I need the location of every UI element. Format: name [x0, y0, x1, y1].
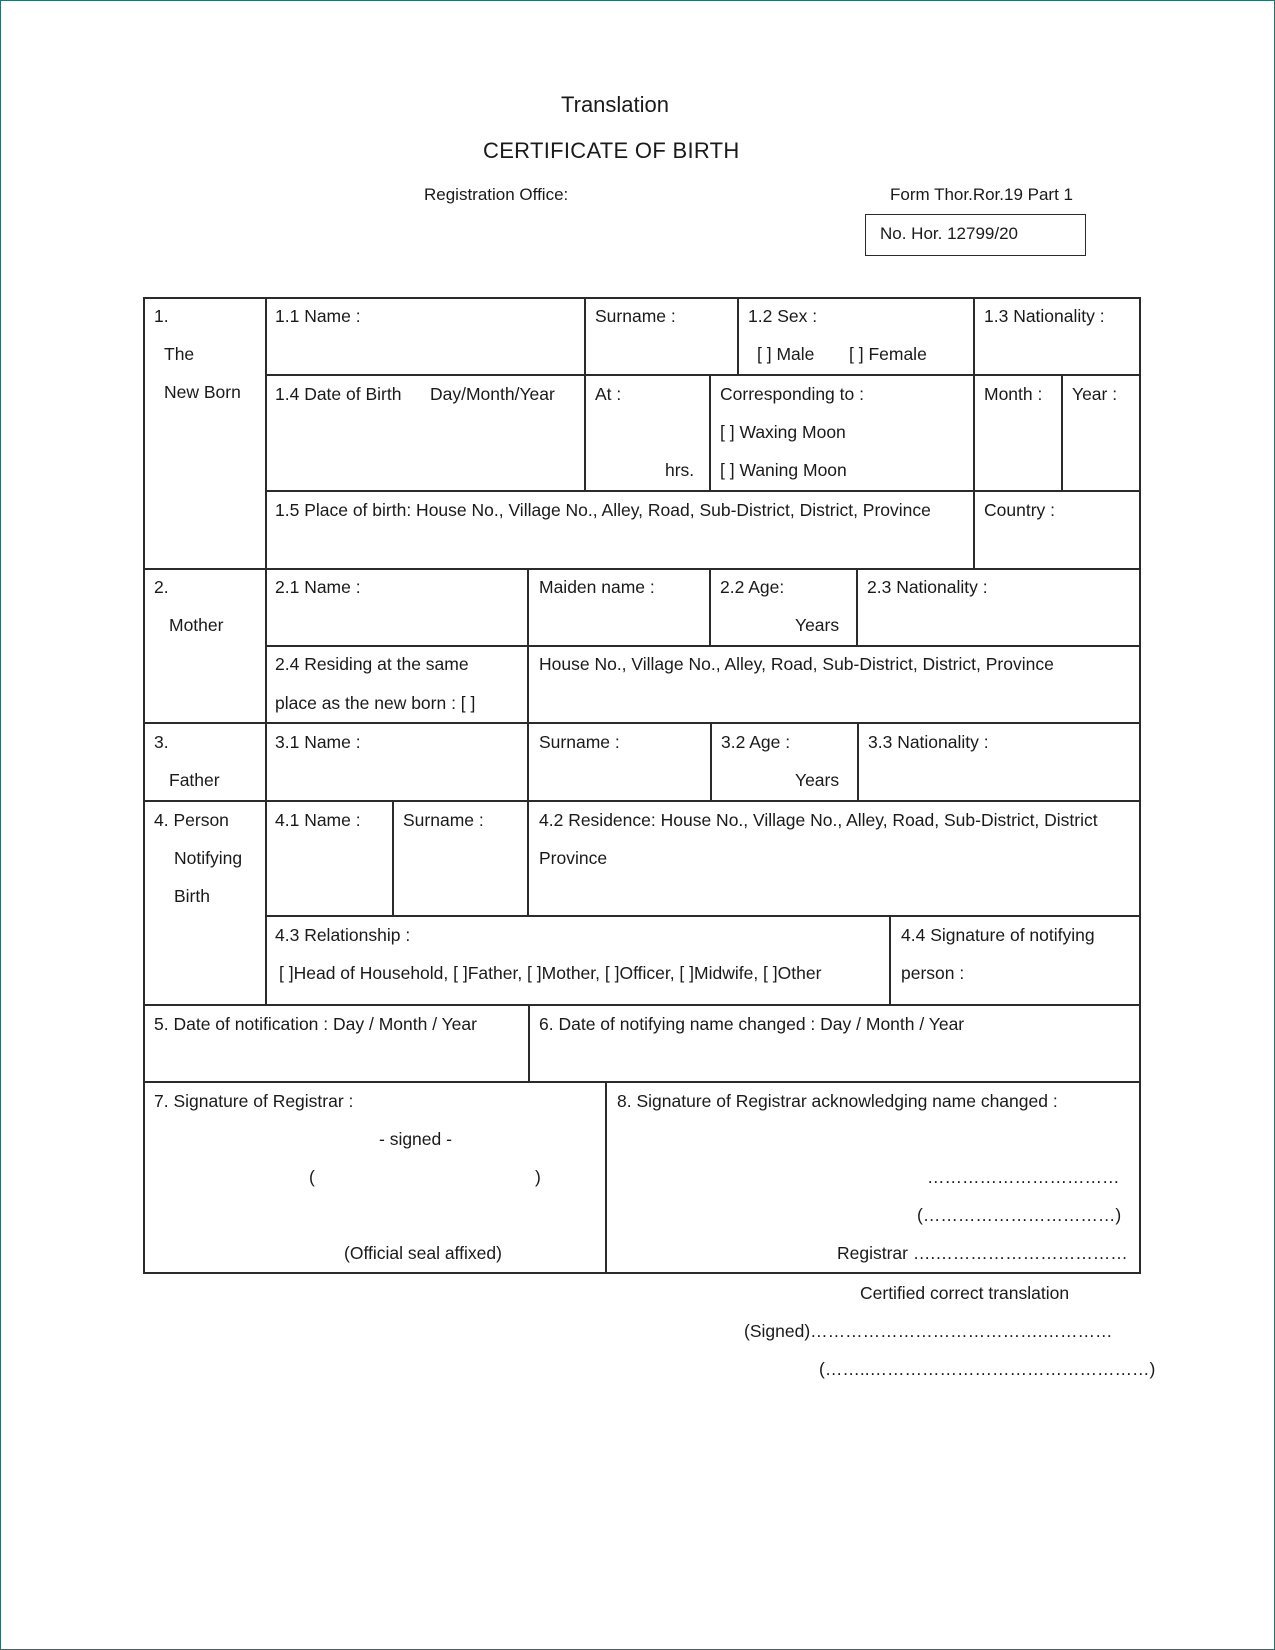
rule	[709, 374, 711, 492]
section-2-number: 2.	[154, 577, 169, 597]
notifier-name-field[interactable]: 4.1 Name :	[275, 810, 361, 830]
mother-maiden-name-field[interactable]: Maiden name :	[539, 577, 655, 597]
section-1-label: The	[164, 344, 195, 364]
mother-residing-label: 2.4 Residing at the same	[275, 654, 469, 674]
place-of-birth-field[interactable]: 1.5 Place of birth: House No., Village No., Alley, Road, Sub-District, District, Province	[275, 500, 931, 520]
waxing-moon-checkbox[interactable]: [ ] Waxing Moon	[720, 422, 846, 442]
registrar-name-open: (	[309, 1167, 315, 1187]
father-name-field[interactable]: 3.1 Name :	[275, 732, 361, 752]
lunar-year-field[interactable]: Year :	[1072, 384, 1118, 404]
rule	[143, 722, 1141, 724]
section-1-number: 1.	[154, 306, 169, 326]
newborn-sex-label: 1.2 Sex :	[748, 306, 818, 326]
rule	[265, 297, 267, 1006]
mother-age-unit: Years	[795, 615, 840, 635]
rule	[143, 1004, 1141, 1006]
date-of-birth-format: Day/Month/Year	[430, 384, 555, 404]
mother-address-field[interactable]: House No., Village No., Alley, Road, Sub-District, District, Province	[539, 654, 1054, 674]
relationship-label: 4.3 Relationship :	[275, 925, 411, 945]
section-4-label: 4. Person	[154, 810, 229, 830]
lunar-corresponding-label: Corresponding to :	[720, 384, 864, 404]
section-4-label: Birth	[174, 886, 210, 906]
rule	[143, 297, 145, 1274]
registrar-ack-registrar-line[interactable]: Registrar ….……………………………	[837, 1243, 1128, 1263]
relationship-options[interactable]: [ ]Head of Household, [ ]Father, [ ]Mother, [ ]Officer, [ ]Midwife, [ ]Other	[279, 963, 822, 983]
notifier-signature-field[interactable]: person :	[901, 963, 965, 983]
certificate-heading: CERTIFICATE OF BIRTH	[483, 138, 740, 163]
rule	[1061, 374, 1063, 492]
notifier-residence-field[interactable]: Province	[539, 848, 608, 868]
registrar-ack-label: 8. Signature of Registrar acknowledging name changed :	[617, 1091, 1058, 1111]
official-seal-note: (Official seal affixed)	[344, 1243, 502, 1263]
section-3-number: 3.	[154, 732, 169, 752]
registrar-signed-text: - signed -	[379, 1129, 452, 1149]
rule	[605, 1081, 607, 1274]
lunar-month-field[interactable]: Month :	[984, 384, 1043, 404]
rule	[584, 297, 586, 492]
notifier-signature-field[interactable]: 4.4 Signature of notifying	[901, 925, 1095, 945]
rule	[143, 568, 1141, 570]
rule	[527, 568, 529, 724]
rule	[265, 374, 1141, 376]
newborn-nationality-field[interactable]: 1.3 Nationality :	[984, 306, 1105, 326]
notification-date-field[interactable]: 5. Date of notification : Day / Month / Year	[154, 1014, 477, 1034]
registration-number-box	[865, 214, 1086, 256]
rule	[889, 915, 891, 1006]
father-age-unit: Years	[795, 770, 840, 790]
rule	[265, 645, 1141, 647]
rule	[143, 297, 1141, 299]
translator-signature-line[interactable]: (Signed)………………………………….…………	[744, 1321, 1113, 1341]
section-4-label: Notifying	[174, 848, 243, 868]
registration-office-label: Registration Office:	[424, 185, 569, 204]
registrar-name-close: )	[535, 1167, 541, 1187]
certified-translation-note: Certified correct translation	[860, 1283, 1070, 1303]
rule	[973, 297, 975, 569]
mother-name-field[interactable]: 2.1 Name :	[275, 577, 361, 597]
document-title: Translation	[561, 92, 670, 117]
registrar-signature-label: 7. Signature of Registrar :	[154, 1091, 354, 1111]
father-nationality-field[interactable]: 3.3 Nationality :	[868, 732, 989, 752]
notifier-surname-field[interactable]: Surname :	[403, 810, 484, 830]
rule	[709, 568, 711, 647]
rule	[392, 800, 394, 917]
mother-age-label: 2.2 Age:	[720, 577, 785, 597]
newborn-surname-field[interactable]: Surname :	[595, 306, 676, 326]
rule	[1139, 297, 1141, 1274]
father-surname-field[interactable]: Surname :	[539, 732, 620, 752]
registration-number: No. Hor. 12799/20	[880, 224, 1018, 243]
translator-name-line[interactable]: (……..…………………………………………)	[819, 1359, 1156, 1379]
rule	[528, 1004, 530, 1083]
rule	[265, 915, 1141, 917]
sex-female-checkbox[interactable]: [ ] Female	[849, 344, 927, 364]
newborn-name-field[interactable]: 1.1 Name :	[275, 306, 361, 326]
rule	[737, 297, 739, 375]
birth-time-label: At :	[595, 384, 622, 404]
rule	[527, 722, 529, 802]
rule	[710, 722, 712, 802]
rule	[527, 800, 529, 917]
rule	[143, 800, 1141, 802]
name-change-date-field[interactable]: 6. Date of notifying name changed : Day / Month / Year	[539, 1014, 965, 1034]
mother-nationality-field[interactable]: 2.3 Nationality :	[867, 577, 988, 597]
country-field[interactable]: Country :	[984, 500, 1055, 520]
father-age-label: 3.2 Age :	[721, 732, 791, 752]
rule	[143, 1272, 1141, 1274]
birth-time-unit: hrs.	[665, 460, 695, 480]
mother-residing-checkbox[interactable]: place as the new born : [ ]	[275, 693, 476, 713]
rule	[857, 722, 859, 802]
rule	[265, 490, 1141, 492]
form-number-label: Form Thor.Ror.19 Part 1	[890, 185, 1073, 204]
section-3-label: Father	[169, 770, 220, 790]
section-1-label: New Born	[164, 382, 241, 402]
date-of-birth-label: 1.4 Date of Birth	[275, 384, 402, 404]
rule	[143, 1081, 1141, 1083]
registrar-ack-signature-line[interactable]: ……………………………	[927, 1167, 1120, 1187]
sex-male-checkbox[interactable]: [ ] Male	[757, 344, 815, 364]
rule	[856, 568, 858, 647]
section-2-label: Mother	[169, 615, 224, 635]
notifier-residence-field[interactable]: 4.2 Residence: House No., Village No., Alley, Road, Sub-District, District	[539, 810, 1098, 830]
waning-moon-checkbox[interactable]: [ ] Waning Moon	[720, 460, 847, 480]
registrar-ack-name-line[interactable]: (……………………………)	[917, 1205, 1122, 1225]
